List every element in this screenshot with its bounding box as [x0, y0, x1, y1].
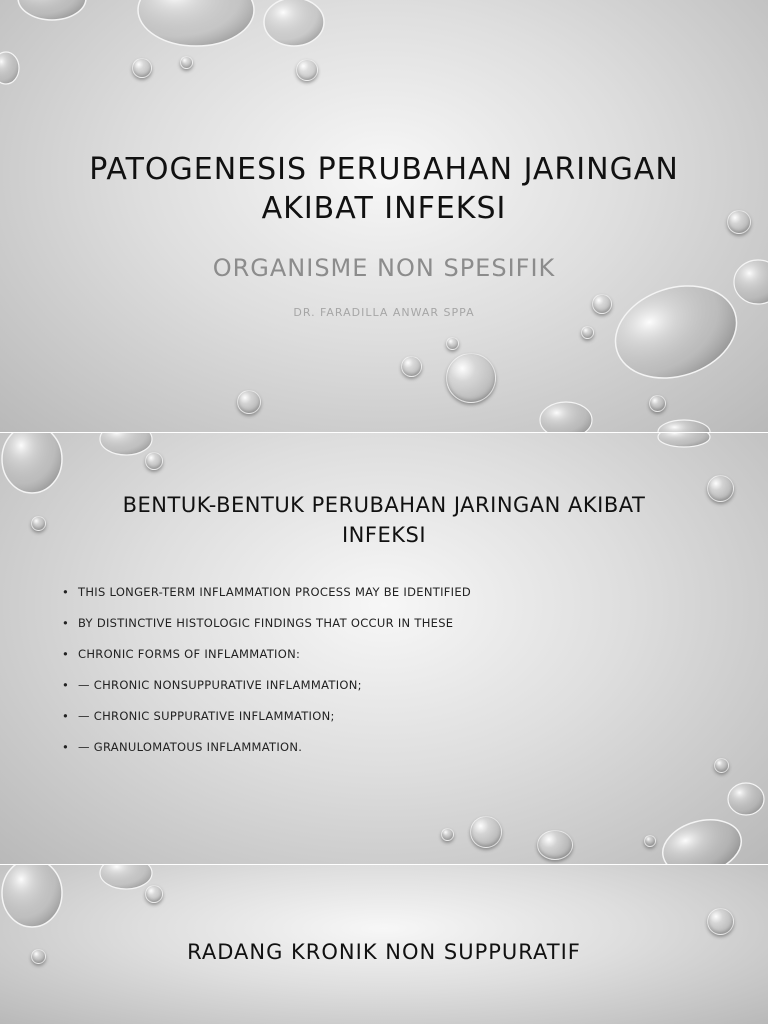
slide-title: PATOGENESIS PERUBAHAN JARINGAN AKIBAT INFEKSI: [89, 152, 679, 226]
list-item: [62, 616, 702, 647]
water-drop: [446, 353, 496, 403]
water-drop: [446, 337, 459, 350]
list-item: [62, 709, 702, 740]
content-slide: [0, 433, 768, 864]
list-item: [62, 647, 702, 678]
list-item-text: — CHRONIC NONSUPPURATIVE INFLAMMATION;: [78, 678, 362, 692]
bullet-icon: •: [62, 740, 70, 754]
water-drop: [145, 452, 163, 470]
list-item-text: — GRANULOMATOUS INFLAMMATION.: [78, 740, 303, 754]
water-drop: [237, 390, 261, 414]
list-item-text: CHRONIC FORMS OF INFLAMMATION:: [78, 647, 301, 661]
bullet-icon: •: [62, 585, 70, 599]
slide-subtitle: ORGANISME NON SPESIFIK: [212, 254, 556, 282]
section-slide: [0, 865, 768, 1024]
bullet-icon: •: [62, 616, 70, 630]
water-drop: [581, 326, 594, 339]
list-item-text: THIS LONGER-TERM INFLAMMATION PROCESS MAY BE IDENTIFIED: [78, 585, 472, 599]
water-drop: [537, 830, 573, 860]
bullet-icon: •: [62, 678, 70, 692]
bullet-icon: •: [62, 647, 70, 661]
water-drop: [132, 58, 152, 78]
water-drop: [707, 908, 734, 935]
list-item: [62, 678, 702, 709]
water-drop: [727, 210, 751, 234]
water-drop: [644, 835, 656, 847]
water-drop: [470, 816, 502, 848]
slide-author: DR. FARADILLA ANWAR SPPA: [293, 306, 475, 319]
water-drop: [707, 475, 734, 502]
list-item-text: — CHRONIC SUPPURATIVE INFLAMMATION;: [78, 709, 335, 723]
water-drop: [649, 395, 666, 412]
water-drop: [401, 356, 422, 377]
water-drop: [296, 59, 318, 81]
slide-title: RADANG KRONIK NON SUPPURATIF: [187, 940, 581, 964]
list-item: [62, 740, 702, 771]
water-drop: [31, 949, 46, 964]
water-drop: [714, 758, 729, 773]
slide-title: BENTUK-BENTUK PERUBAHAN JARINGAN AKIBAT INFEKSI: [122, 493, 646, 547]
bullet-icon: •: [62, 709, 70, 723]
list-item: [62, 585, 702, 616]
title-slide: [0, 0, 768, 432]
list-item-text: BY DISTINCTIVE HISTOLOGIC FINDINGS THAT OCCUR IN THESE: [78, 616, 454, 630]
water-drop: [441, 828, 454, 841]
water-drop: [31, 516, 46, 531]
water-drop: [145, 885, 163, 903]
bullet-list: [62, 585, 702, 771]
water-drop: [180, 56, 193, 69]
